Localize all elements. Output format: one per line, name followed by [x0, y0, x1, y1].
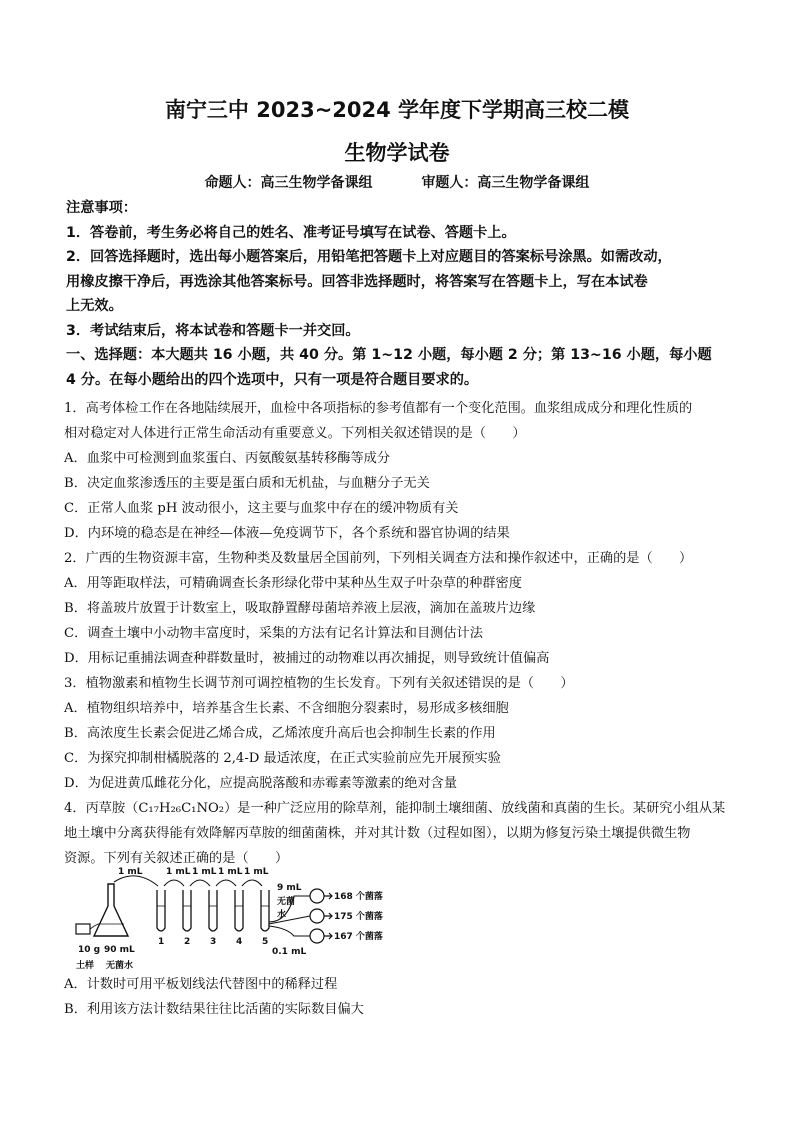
- tube-4-icon: [235, 890, 243, 931]
- q2-option-b: B．将盖玻片放置于计数室上，吸取静置酵母菌培养液上层液，滴加在盖玻片边缘: [64, 601, 536, 616]
- q3-stem: 3．植物激素和植物生长调节剂可调控植物的生长发育。下列有关叙述错误的是（ ）: [64, 676, 574, 691]
- q4-stem-line-2: 地土壤中分离获得能有效降解丙草胺的细菌菌株，并对其计数（过程如图），以期为修复污染土壤提供微生物: [64, 826, 691, 841]
- dilution-diagram: [72, 866, 402, 974]
- test-tubes: [157, 890, 269, 931]
- plate-result-2: 175 个菌落: [334, 912, 383, 922]
- soil-box-icon: [76, 924, 98, 934]
- transfer-arrows: [114, 876, 262, 886]
- q4-option-a: A．计数时可用平板划线法代替图中的稀释过程: [64, 977, 338, 992]
- tube-2-icon: [183, 890, 191, 931]
- q1-option-b: B．决定血浆渗透压的主要是蛋白质和无机盐，与血糖分子无关: [64, 476, 430, 491]
- water-volume-label: 9 mL: [277, 883, 302, 893]
- soil-mass-label: 10 g: [78, 945, 101, 955]
- transfer-label-1: 1 mL: [118, 867, 143, 877]
- sterile-label: 无菌: [277, 897, 296, 907]
- flask-icon: [94, 884, 128, 936]
- notice-item-3: 3．考试结束后，将本试卷和答题卡一并交回。: [66, 322, 360, 339]
- notice-item-2-line-1: 2．回答选择题时，选出每小题答案后，用铅笔把答题卡上对应题目的答案标号涂黑。如需改动，: [66, 249, 672, 265]
- transfer-label-4: 1 mL: [218, 867, 243, 877]
- notice-item-2-line-2: 用橡皮擦干净后，再选涂其他答案标号。回答非选择题时，将答案写在答题卡上，写在本试卷: [66, 273, 648, 290]
- plate-result-3: 167 个菌落: [334, 932, 383, 942]
- tube-number-3: 3: [210, 937, 217, 947]
- notice-section: [66, 196, 734, 392]
- q3-option-c: C．为探究抑制柑橘脱落的 2,4-D 最适浓度，在正式实验前应先开展预实验: [64, 751, 501, 766]
- q4-options-block: [64, 972, 734, 1022]
- q4-stem-line-1: 4．丙草胺（C₁₇H₂₆C₁NO₂）是一种广泛应用的除草剂，能抑制土壤细菌、放线菌和真菌的生长。某研究小组从某: [64, 801, 726, 816]
- tube-3-icon: [209, 890, 217, 931]
- section-heading-line-1: 一、选择题：本大题共 16 小题，共 40 分。第 1~12 小题，每小题 2 分；第 13~16 小题，每小题: [66, 347, 712, 363]
- plate-3-icon: [310, 929, 324, 943]
- tube-number-5: 5: [262, 937, 269, 947]
- reviewer-text: 审题人：高三生物学备课组: [421, 175, 590, 191]
- notice-item-2-line-3: 上无效。: [66, 298, 123, 314]
- plate-2-icon: [310, 909, 324, 923]
- q4-option-b: B．利用该方法计数结果往往比活菌的实际数目偏大: [64, 1002, 364, 1017]
- plate-1-icon: [310, 889, 324, 903]
- petri-plates: [310, 889, 332, 943]
- notice-item-1: 1．答卷前，考生务必将自己的姓名、准考证号填写在试卷、答题卡上。: [66, 224, 516, 241]
- q1-option-c: C．正常人血浆 pH 波动很小，这主要与血浆中存在的缓冲物质有关: [64, 501, 459, 516]
- q1-stem-line-1: 1．高考体检工作在各地陆续展开，血检中各项指标的参考值都有一个变化范围。血浆组成成分和理化性质的: [64, 401, 693, 416]
- section-heading-line-2: 4 分。在每小题给出的四个选项中，只有一项是符合题目要求的。: [66, 371, 479, 388]
- q3-option-d: D．为促进黄瓜雌花分化，应提高脱落酸和赤霉素等激素的绝对含量: [64, 776, 458, 791]
- q4-stem-line-3: 资源。下列有关叙述正确的是（ ）: [64, 851, 289, 866]
- plating-volume-label: 0.1 mL: [272, 947, 307, 957]
- exam-title: 南宁三中 2023~2024 学年度下学期高三校二模: [164, 98, 630, 122]
- transfer-label-5: 1 mL: [244, 867, 269, 877]
- q1-option-d: D．内环境的稳态是在神经—体液—免疫调节下，各个系统和器官协调的结果: [64, 526, 510, 541]
- tube-number-4: 4: [236, 937, 243, 947]
- proposer-text: 命题人：高三生物学备课组: [204, 175, 373, 191]
- transfer-label-2: 1 mL: [166, 867, 191, 877]
- transfer-label-3: 1 mL: [192, 867, 217, 877]
- author-line: [0, 172, 794, 192]
- notice-heading: 注意事项：: [66, 200, 137, 216]
- q2-option-a: A．用等距取样法，可精确调查长条形绿化带中某种丛生双子叶杂草的种群密度: [64, 576, 522, 591]
- tube-number-2: 2: [184, 937, 191, 947]
- q3-option-b: B．高浓度生长素会促进乙烯合成，乙烯浓度升高后也会抑制生长素的作用: [64, 726, 496, 741]
- sterile-water-label: 无菌水: [106, 961, 134, 971]
- water-label: 水: [277, 910, 287, 920]
- q1-stem-line-2: 相对稳定对人体进行正常生命活动有重要意义。下列相关叙述错误的是（ ）: [64, 426, 526, 441]
- q3-option-a: A．植物组织培养中，培养基含生长素、不含细胞分裂素时，易形成多核细胞: [64, 701, 509, 716]
- exam-subtitle: 生物学试卷: [344, 141, 450, 165]
- flask-volume-label: 90 mL: [104, 945, 135, 955]
- q2-option-d: D．用标记重捕法调查种群数量时，被捕过的动物难以再次捕捉，则导致统计值偏高: [64, 651, 550, 666]
- plate-result-1: 168 个菌落: [334, 892, 383, 902]
- tube-1-icon: [157, 890, 165, 931]
- soil-sample-label: 土样: [76, 961, 95, 971]
- q2-option-c: C．调查土壤中小动物丰富度时，采集的方法有记名计算法和目测估计法: [64, 626, 483, 641]
- q1-option-a: A．血浆中可检测到血浆蛋白、丙氨酸氨基转移酶等成分: [64, 451, 391, 466]
- q2-stem: 2．广西的生物资源丰富，生物种类及数量居全国前列，下列相关调查方法和操作叙述中，正确的是（ ）: [64, 551, 693, 566]
- tube-5-icon: [261, 890, 269, 931]
- tube-number-1: 1: [158, 937, 165, 947]
- questions-block: [64, 396, 734, 871]
